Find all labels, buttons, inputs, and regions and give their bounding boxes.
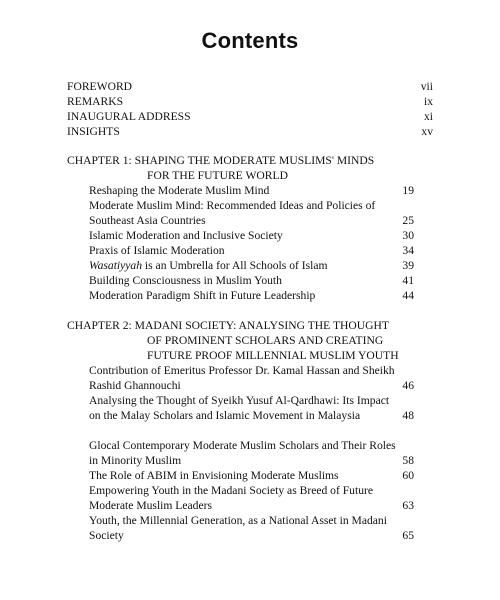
toc-page-number: 63 [402,499,414,512]
toc-entry[interactable] [89,258,414,273]
page-title: Contents [201,28,299,53]
toc-entry-title: Youth, the Millennial Generation, as a National Asset in Madani Society [89,514,387,542]
toc-entry-label: REMARKS [67,95,124,108]
toc-page-number: 58 [402,454,414,467]
toc-entry[interactable] [89,513,414,543]
toc-entry[interactable] [89,438,414,468]
toc-page-number: 46 [402,379,414,392]
toc-entry-title: Glocal Contemporary Moderate Muslim Scholars and Their Roles in Minority Muslim [89,439,396,467]
toc-page-number: 60 [402,469,414,482]
toc-entry-remarks[interactable] [67,94,433,109]
toc-entry-title: Islamic Moderation and Inclusive Society [89,229,283,242]
chapter-2-heading[interactable] [67,318,424,363]
chapter-heading-line: OF PROMINENT SCHOLARS AND CREATING [147,334,384,347]
toc-entry-title: Moderation Paradigm Shift in Future Leadership [89,289,316,302]
toc-page-number: 19 [402,184,414,197]
toc-entry-insights[interactable] [67,124,433,139]
toc-entry-title: Moderate Muslim Mind: Recommended Ideas and Policies of Southeast Asia Countries [89,199,376,227]
toc-page-number: vii [420,80,433,93]
chapter-heading-line: CHAPTER 1: SHAPING THE MODERATE MUSLIMS' MINDS [67,154,375,167]
toc-page-number: ix [423,95,433,108]
toc-page-number: 48 [402,409,414,422]
toc-entry[interactable] [89,288,414,303]
chapter-heading-line: CHAPTER 2: MADANI SOCIETY: ANALYSING THE THOUGHT [67,319,389,332]
toc-entry-title: Empowering Youth in the Madani Society as Breed of Future Moderate Muslim Leaders [89,484,374,512]
toc-entry[interactable] [89,363,414,393]
toc-entry-title: Praxis of Islamic Moderation [89,244,225,257]
toc-entry-title [89,258,397,273]
toc-entry-title: Building Consciousness in Muslim Youth [89,274,282,287]
toc-entry[interactable] [89,273,414,288]
toc-entry-title: Analysing the Thought of Syeikh Yusuf Al-Qardhawi: Its Impact on the Malay Scholars and Islamic Movement in Malaysia [89,394,390,422]
chapter-heading-line: FUTURE PROOF MILLENNIAL MUSLIM YOUTH [147,349,399,362]
chapter-1-heading[interactable] [67,153,424,183]
toc-entry[interactable] [89,183,414,198]
toc-page-number: 65 [402,529,414,542]
toc-entry-label: FOREWORD [67,80,133,93]
toc-entry[interactable] [89,243,414,258]
toc-entry-title-rest: is an Umbrella for All Schools of Islam [142,259,328,272]
toc-entry[interactable] [89,198,414,228]
toc-page-number: 41 [402,274,414,287]
toc-entry[interactable] [89,468,414,483]
toc-entry-title: Reshaping the Moderate Muslim Mind [89,184,270,197]
toc-entry-label: INAUGURAL ADDRESS [67,110,191,123]
toc-page-number: 44 [402,289,414,302]
toc-entry-inaugural-address[interactable] [67,109,433,124]
toc-page-number: 39 [402,259,414,272]
toc-entry-label: INSIGHTS [67,125,120,138]
toc-entry[interactable] [89,483,414,513]
toc-entry-foreword[interactable] [67,79,433,94]
toc-entry[interactable] [89,228,414,243]
toc-page-number: 30 [402,229,414,242]
toc-entry-title-italic: Wasatiyyah [89,259,143,272]
toc-page-number: 34 [402,244,414,257]
toc-entry-title: Contribution of Emeritus Professor Dr. Kamal Hassan and Sheikh Rashid Ghannouchi [89,364,395,392]
chapter-heading-line: FOR THE FUTURE WORLD [147,169,288,182]
toc-entry-title: The Role of ABIM in Envisioning Moderate Muslims [89,469,339,482]
toc-entry[interactable] [89,393,414,423]
toc-page-number: xv [421,125,433,138]
toc-page-number: xi [423,110,433,123]
toc-page-number: 25 [402,214,414,227]
